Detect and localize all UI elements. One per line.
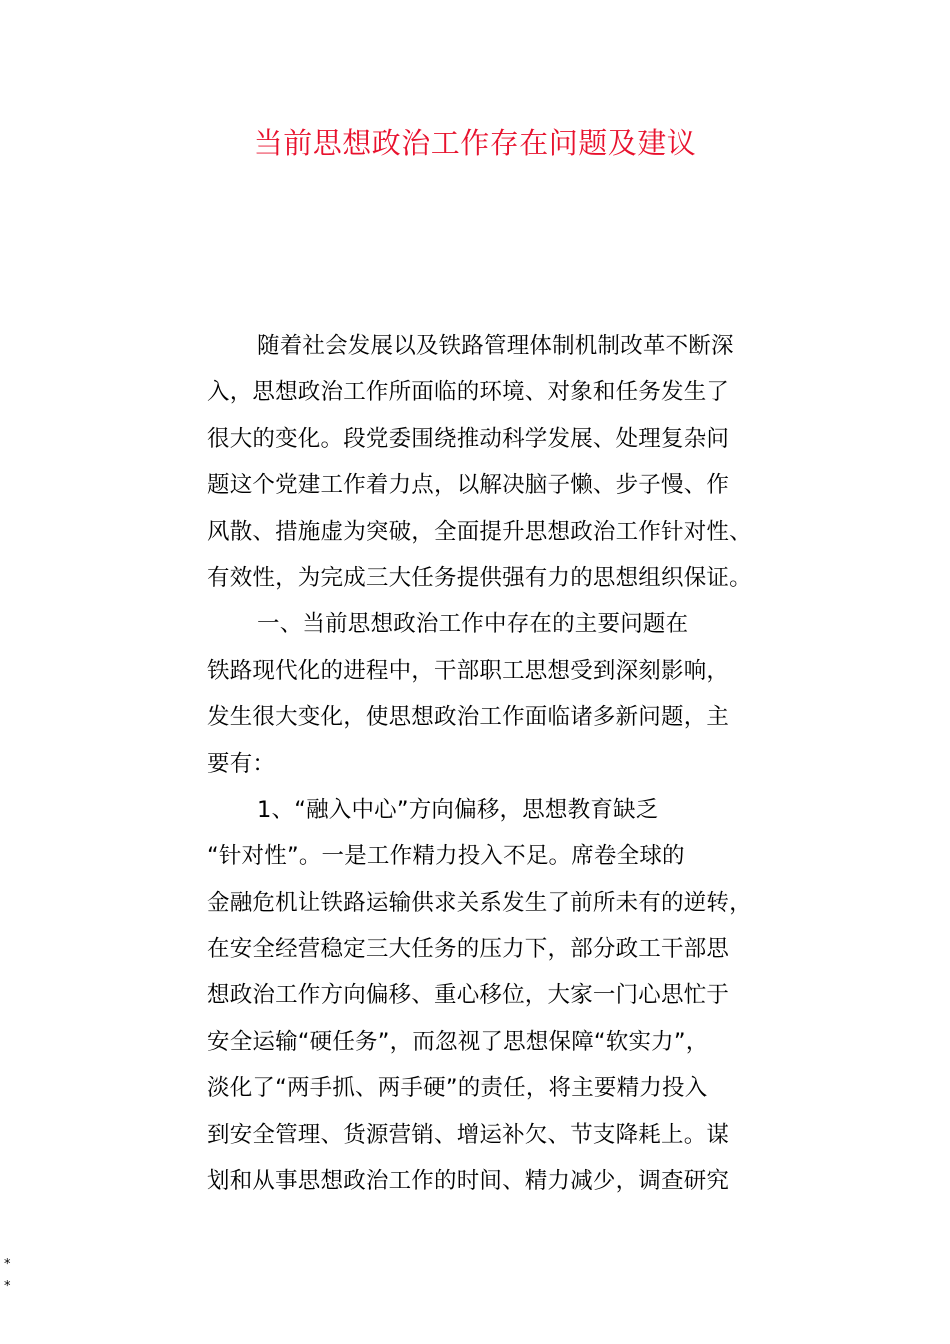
subsection-heading-line: 1、“融入中心”方向偏移，思想教育缺乏 [257, 796, 659, 823]
paragraph-line: 到安全管理、货源营销、增运补欠、节支降耗上。谋 [207, 1121, 730, 1148]
document-body [207, 323, 752, 1204]
paragraph-line: 想政治工作方向偏移、重心移位，大家一门心思忙于 [207, 982, 730, 1009]
footer-marks [4, 1254, 11, 1298]
document-title: 当前思想政治工作存在问题及建议 [253, 126, 697, 160]
paragraph-line: 要有： [207, 750, 276, 777]
paragraph-line: 金融危机让铁路运输供求关系发生了前所未有的逆转， [207, 889, 752, 916]
paragraph-line: 发生很大变化，使思想政治工作面临诸多新问题，主 [207, 704, 730, 731]
footer-mark: * [4, 1279, 11, 1294]
paragraph-line: 铁路现代化的进程中，干部职工思想受到深刻影响， [207, 657, 730, 684]
paragraph-line: 有效性，为完成三大任务提供强有力的思想组织保证。 [207, 564, 752, 591]
paragraph-line: 入，思想政治工作所面临的环境、对象和任务发生了 [207, 379, 730, 406]
paragraph-line: 安全运输“硬任务”，而忽视了思想保障“软实力”， [207, 1028, 709, 1055]
paragraph-line: 很大的变化。段党委围绕推动科学发展、处理复杂问 [207, 425, 730, 452]
paragraph-line: 题这个党建工作着力点，以解决脑子懒、步子慢、作 [207, 472, 730, 499]
paragraph-line: 随着社会发展以及铁路管理体制机制改革不断深 [257, 333, 734, 359]
paragraph-line: 划和从事思想政治工作的时间、精力减少，调查研究 [207, 1168, 730, 1195]
paragraph-line: “针对性”。一是工作精力投入不足。席卷全球的 [207, 843, 685, 870]
paragraph-line: 风散、措施虚为突破，全面提升思想政治工作针对性、 [207, 518, 752, 545]
section-heading-line: 一、当前思想政治工作中存在的主要问题在 [257, 611, 689, 638]
paragraph-line: 在安全经营稳定三大任务的压力下，部分政工干部思 [207, 936, 730, 963]
paragraph-line: 淡化了“两手抓、两手硬”的责任，将主要精力投入 [207, 1075, 708, 1102]
footer-mark: * [4, 1257, 11, 1272]
